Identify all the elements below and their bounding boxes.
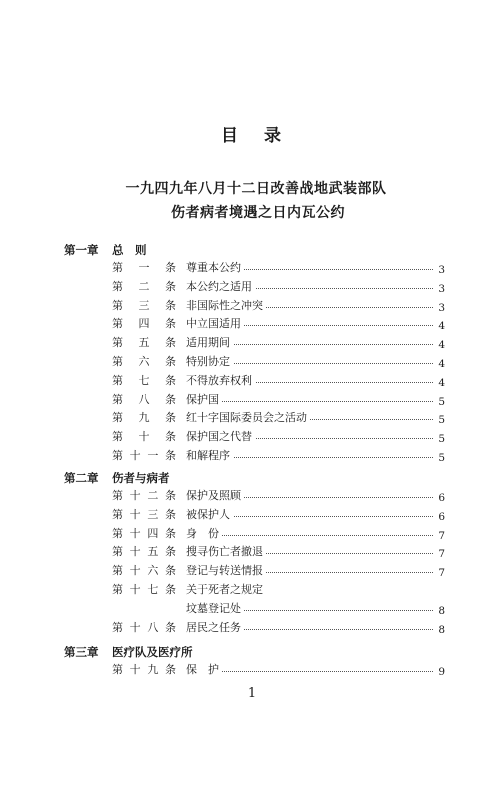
article-number-char: 第 <box>112 298 123 312</box>
toc-entry[interactable] <box>112 582 445 598</box>
article-number-char: 第 <box>112 620 123 634</box>
article-number <box>112 392 176 408</box>
article-number-char: 条 <box>164 489 176 502</box>
chapter-number: 第一章 <box>64 243 99 257</box>
article-subtitle: 坟墓登记处 <box>186 601 244 617</box>
article-number <box>112 507 176 523</box>
article-number-char: 第 <box>112 373 123 387</box>
article-number-char: 条 <box>164 564 176 578</box>
page-ref: 4 <box>438 339 445 352</box>
article-number <box>112 620 176 636</box>
article-number <box>112 488 176 504</box>
article-title: 红十字国际委员会之活动 <box>186 410 310 426</box>
article-number-char: 条 <box>164 663 176 676</box>
page-ref: 8 <box>438 623 445 636</box>
article-number-char: 条 <box>164 507 176 521</box>
toc-entry[interactable] <box>112 354 445 370</box>
article-number-char: 条 <box>165 430 176 444</box>
article-number-char: 十 <box>129 507 141 521</box>
article-title: 本公约之适用 <box>186 279 255 295</box>
toc-entry[interactable] <box>112 448 445 464</box>
article-number-char: 四 <box>138 317 150 331</box>
article-number-char: 条 <box>164 620 176 634</box>
article-number-char: 条 <box>165 411 176 425</box>
page-ref: 7 <box>438 529 445 542</box>
article-number-char: 第 <box>112 411 123 425</box>
toc-entry[interactable] <box>112 488 445 504</box>
article-number-char: 十 <box>129 545 141 559</box>
article-number-char: 条 <box>165 355 176 368</box>
chapter-heading <box>64 242 147 258</box>
article-number-char: 第 <box>112 317 123 331</box>
toc-entry-continuation[interactable] <box>186 601 445 617</box>
article-number <box>112 298 176 314</box>
page-ref: 4 <box>438 358 445 370</box>
chapter-name: 伤者与病者 <box>112 471 170 485</box>
chapter-name: 总 则 <box>112 243 147 257</box>
article-number-char: 十 <box>129 564 141 578</box>
page-number: 1 <box>247 686 257 701</box>
article-number-char: 第 <box>112 449 123 462</box>
toc-entry[interactable] <box>112 563 445 579</box>
article-number-char: 第 <box>112 663 123 676</box>
article-number-char: 第 <box>112 430 123 444</box>
chapter-number: 第三章 <box>64 645 99 659</box>
article-number <box>112 662 176 678</box>
dot-leader <box>186 401 433 402</box>
article-title: 居民之任务 <box>186 620 244 636</box>
article-number-char: 二 <box>138 279 150 293</box>
page-ref: 5 <box>438 414 445 427</box>
article-title: 保护国之代替 <box>186 429 255 445</box>
article-title: 不得放弃权利 <box>186 373 255 389</box>
article-number-char: 六 <box>138 355 150 368</box>
toc-title-char: 录 <box>264 126 283 146</box>
article-number-char: 第 <box>112 336 123 350</box>
article-title: 中立国适用 <box>186 316 244 332</box>
article-number <box>112 582 176 598</box>
article-number-char: 条 <box>164 545 176 559</box>
article-number-char: 十 <box>129 489 141 502</box>
article-number <box>112 354 176 370</box>
toc-entry[interactable] <box>112 544 445 560</box>
article-number-char: 十 <box>138 430 150 444</box>
page-ref: 3 <box>438 282 445 295</box>
document-title-line-1: 一九四九年八月十二日改善战地武装部队 <box>125 181 387 197</box>
article-number-char: 四 <box>147 526 159 540</box>
toc-entry[interactable] <box>112 507 445 523</box>
chapter-heading <box>64 644 193 660</box>
article-number-char: 十 <box>129 620 141 634</box>
toc-entry[interactable] <box>112 410 445 426</box>
chapter-name: 医疗队及医疗所 <box>112 645 193 659</box>
chapter-heading <box>64 470 170 486</box>
article-title: 非国际性之冲突 <box>186 298 266 314</box>
toc-entry[interactable] <box>112 298 445 314</box>
article-number-char: 十 <box>129 663 141 676</box>
article-number-char: 第 <box>112 392 123 406</box>
article-number <box>112 279 176 295</box>
article-number-char: 二 <box>147 489 159 502</box>
article-title: 适用期间 <box>186 335 233 351</box>
article-number-char: 条 <box>164 449 176 462</box>
page-ref: 5 <box>438 395 445 408</box>
toc-title-char: 目 <box>221 126 240 146</box>
article-number-char: 七 <box>138 373 150 387</box>
article-number-char: 第 <box>112 545 123 559</box>
toc-title <box>0 121 504 146</box>
article-number-char: 九 <box>147 663 159 676</box>
toc-entry[interactable] <box>112 662 445 678</box>
toc-entry[interactable] <box>112 279 445 295</box>
article-number <box>112 410 176 426</box>
article-number-char: 第 <box>112 583 123 596</box>
article-number-char: 十 <box>129 449 141 462</box>
article-number-char: 条 <box>165 336 176 350</box>
toc-entry[interactable] <box>112 392 445 408</box>
page-ref: 5 <box>438 452 445 464</box>
article-number-char: 第 <box>112 526 123 540</box>
page-ref: 7 <box>438 548 445 561</box>
toc-entry[interactable] <box>112 260 445 276</box>
page-ref: 5 <box>438 433 445 446</box>
chapter-number: 第二章 <box>64 471 99 485</box>
article-number-char: 第 <box>112 489 123 502</box>
article-number-char: 条 <box>164 583 176 596</box>
toc-entry[interactable] <box>112 335 445 351</box>
page-ref: 9 <box>438 666 445 678</box>
page-ref: 4 <box>438 320 445 333</box>
article-number-char: 条 <box>165 392 176 406</box>
article-number <box>112 448 176 464</box>
page-ref: 7 <box>438 567 445 580</box>
document-title-line-2: 伤者病者境遇之日内瓦公约 <box>171 205 345 221</box>
toc-entry[interactable] <box>112 526 445 542</box>
article-number-char: 七 <box>147 583 159 596</box>
article-number-char: 三 <box>138 298 150 312</box>
article-number-char: 第 <box>112 564 123 578</box>
article-number <box>112 373 176 389</box>
article-title: 登记与转送情报 <box>186 563 266 579</box>
article-number-char: 条 <box>164 526 176 540</box>
toc-entry[interactable] <box>112 429 445 445</box>
article-number-char: 条 <box>165 373 176 387</box>
article-number-char: 五 <box>138 336 150 350</box>
article-number-char: 条 <box>165 279 176 293</box>
page-ref: 6 <box>438 510 445 523</box>
toc-entry[interactable] <box>112 373 445 389</box>
article-number-char: 八 <box>138 392 150 406</box>
page-ref: 6 <box>438 492 445 504</box>
article-title: 被保护人 <box>186 507 233 523</box>
article-number-char: 第 <box>112 355 123 368</box>
page-ref: 3 <box>438 301 445 314</box>
article-title: 保护国 <box>186 392 222 408</box>
article-title: 身 份 <box>186 526 222 542</box>
article-number-char: 三 <box>147 507 159 521</box>
dot-leader <box>186 671 433 672</box>
page-ref: 3 <box>438 264 445 276</box>
article-number-char: 第 <box>112 261 123 274</box>
article-number <box>112 563 176 579</box>
article-number <box>112 429 176 445</box>
article-number <box>112 260 176 276</box>
article-number <box>112 526 176 542</box>
toc-entry[interactable] <box>112 316 445 332</box>
article-title: 保 护 <box>186 662 222 678</box>
article-number-char: 十 <box>129 526 141 540</box>
article-number-char: 六 <box>147 564 159 578</box>
dot-leader <box>186 535 433 536</box>
article-number-char: 一 <box>147 449 159 462</box>
article-number-char: 第 <box>112 279 123 293</box>
article-title: 特别协定 <box>186 354 233 370</box>
page-ref: 4 <box>438 376 445 389</box>
article-number-char: 条 <box>165 298 176 312</box>
article-number-char: 一 <box>138 261 150 274</box>
article-number <box>112 335 176 351</box>
article-number <box>112 544 176 560</box>
article-title: 搜寻伤亡者撤退 <box>186 544 266 560</box>
article-title: 关于死者之规定 <box>186 582 266 598</box>
article-number-char: 九 <box>138 411 150 425</box>
article-title: 保护及照顾 <box>186 488 244 504</box>
article-title: 和解程序 <box>186 448 233 464</box>
article-number-char: 条 <box>165 317 176 331</box>
article-number <box>112 316 176 332</box>
page-ref: 8 <box>438 604 445 617</box>
article-number-char: 第 <box>112 507 123 521</box>
article-number-char: 十 <box>129 583 141 596</box>
article-number-char: 八 <box>147 620 159 634</box>
toc-entry[interactable] <box>112 620 445 636</box>
article-number-char: 条 <box>165 261 176 274</box>
article-title: 尊重本公约 <box>186 260 244 276</box>
article-number-char: 五 <box>147 545 159 559</box>
